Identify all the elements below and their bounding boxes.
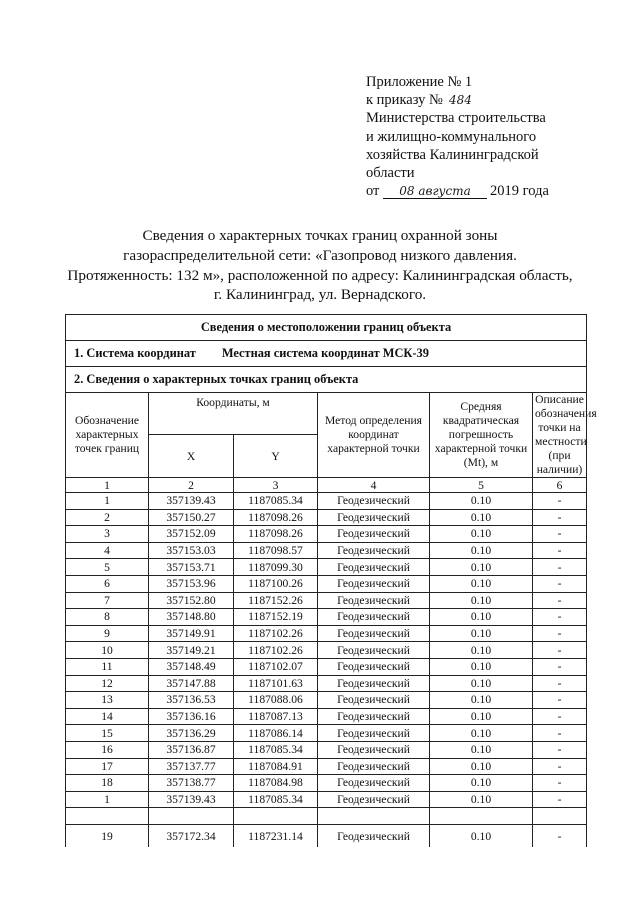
table-cell: 0.10 [430, 526, 533, 543]
table-row [66, 493, 587, 510]
coordinate-system [66, 341, 587, 367]
table-cell: 0.10 [430, 658, 533, 675]
title-line: газораспределительной сети: «Газопровод низкого давления. [123, 246, 517, 264]
table-cell: 357152.80 [149, 592, 234, 609]
table-cell: 0.10 [430, 592, 533, 609]
table-cell [318, 808, 430, 825]
table-cell: 357136.87 [149, 741, 234, 758]
table-cell: - [533, 758, 587, 775]
table-cell: 3 [234, 478, 318, 493]
table-cell: 0.10 [430, 609, 533, 626]
header-y: Y [234, 435, 318, 478]
table-cell: Геодезический [318, 509, 430, 526]
table-row [66, 758, 587, 775]
table-cell: 15 [66, 725, 149, 742]
table-cell: 13 [66, 692, 149, 709]
table-cell: 0.10 [430, 692, 533, 709]
document-title [40, 226, 600, 305]
table-cell: 14 [66, 708, 149, 725]
table-cell: 357147.88 [149, 675, 234, 692]
table-cell: Геодезический [318, 658, 430, 675]
table-cell: 357153.03 [149, 542, 234, 559]
table-cell: 357148.80 [149, 609, 234, 626]
table-row [66, 575, 587, 592]
table-cell: 357136.53 [149, 692, 234, 709]
table-cell: 0.10 [430, 725, 533, 742]
table-cell: 1187086.14 [234, 725, 318, 742]
table-cell: Геодезический [318, 791, 430, 808]
table-cell: 1187102.26 [234, 642, 318, 659]
table-cell: 1187152.26 [234, 592, 318, 609]
table-cell: 357136.29 [149, 725, 234, 742]
table-cell: - [533, 658, 587, 675]
table-cell: - [533, 592, 587, 609]
table-cell: 0.10 [430, 791, 533, 808]
boundary-points-table [65, 314, 597, 847]
table-cell: 19 [66, 825, 149, 848]
header-method: Метод определения координат характерной точки [318, 393, 430, 478]
table-cell: Геодезический [318, 542, 430, 559]
table-cell [533, 808, 587, 825]
table-cell: 0.10 [430, 542, 533, 559]
table-cell: - [533, 825, 587, 848]
date-suffix: 2019 года [490, 183, 549, 200]
table-cell: 0.10 [430, 493, 533, 510]
table-cell: - [533, 692, 587, 709]
table-row [66, 526, 587, 543]
table-cell [66, 808, 149, 825]
table-row [66, 642, 587, 659]
table-cell: 357149.91 [149, 625, 234, 642]
table-row [66, 725, 587, 742]
table-row [66, 542, 587, 559]
table-cell: 5 [66, 559, 149, 576]
table-cell: 4 [318, 478, 430, 493]
table-cell [430, 808, 533, 825]
table-cell: 357152.09 [149, 526, 234, 543]
table-cell: Геодезический [318, 575, 430, 592]
table-row [66, 791, 587, 808]
title-line: Сведения о характерных точках границ охранной зоны [142, 227, 498, 244]
table-cell: 1187102.26 [234, 625, 318, 642]
ministry-line: Министерства строительства [366, 110, 546, 127]
table-cell: Геодезический [318, 526, 430, 543]
table-cell: - [533, 725, 587, 742]
handwritten-order-number: 484 [449, 93, 472, 108]
table-cell [149, 808, 234, 825]
table-cell: 1187231.14 [234, 825, 318, 848]
table-cell: 357139.43 [149, 791, 234, 808]
ministry-line: и жилищно-коммунального [366, 128, 537, 145]
table-cell: 1187087.13 [234, 708, 318, 725]
table-row [66, 708, 587, 725]
table-cell: 0.10 [430, 825, 533, 848]
table-cell: 6 [66, 575, 149, 592]
table-cell: Геодезический [318, 725, 430, 742]
table-cell: 1187101.63 [234, 675, 318, 692]
header-designation: Обозначение характерных точек границ [66, 393, 149, 478]
table-cell: Геодезический [318, 825, 430, 848]
table-cell: 1187088.06 [234, 692, 318, 709]
table-cell: 0.10 [430, 509, 533, 526]
table-cell [234, 808, 318, 825]
table-cell: 0.10 [430, 741, 533, 758]
title-line: Протяженность: 132 м», расположенной по адресу: Калининградская область, [67, 266, 573, 284]
table-cell: 0.10 [430, 675, 533, 692]
table-cell: 4 [66, 542, 149, 559]
table-cell: - [533, 741, 587, 758]
table-cell: 357172.34 [149, 825, 234, 848]
table-section-row [66, 315, 587, 341]
table-cell: 10 [66, 642, 149, 659]
title-line: г. Калининград, ул. Вернадского. [213, 286, 427, 304]
table-cell: 0.10 [430, 625, 533, 642]
table-cell: 1187084.91 [234, 758, 318, 775]
table-cell: 357149.21 [149, 642, 234, 659]
table-cell: 11 [66, 658, 149, 675]
table-cell: - [533, 559, 587, 576]
table-row [66, 559, 587, 576]
table-cell: 0.10 [430, 575, 533, 592]
table-cell: 7 [66, 592, 149, 609]
coordinate-system-label: 1. Система координат [74, 346, 196, 360]
header-x: X [149, 435, 234, 478]
table-cell: 1187100.26 [234, 575, 318, 592]
table-cell: 357138.77 [149, 775, 234, 792]
table-cell: 5 [430, 478, 533, 493]
table-cell: 6 [533, 478, 587, 493]
table-cell: - [533, 493, 587, 510]
table-cell: Геодезический [318, 708, 430, 725]
table-cell: 1 [66, 478, 149, 493]
table-cell: 0.10 [430, 758, 533, 775]
header-coordinates: Координаты, м [149, 393, 318, 435]
table-row [66, 658, 587, 675]
points-section-title: 2. Сведения о характерных точках границ объекта [66, 367, 587, 393]
table-cell: - [533, 708, 587, 725]
table-cell: Геодезический [318, 493, 430, 510]
points-section-row [66, 367, 587, 393]
table-row [66, 775, 587, 792]
table-cell: 0.10 [430, 775, 533, 792]
section-title: Сведения о местоположении границ объекта [66, 315, 587, 341]
table-cell: 9 [66, 625, 149, 642]
table-row [66, 741, 587, 758]
table-cell: - [533, 526, 587, 543]
table-row [66, 692, 587, 709]
table-cell: 1187152.19 [234, 609, 318, 626]
header-error: Средняя квадратическая погрешность характерной точки (Mt), м [430, 393, 533, 478]
table-cell: 17 [66, 758, 149, 775]
table-cell: 12 [66, 675, 149, 692]
table-cell: 1187098.26 [234, 526, 318, 543]
table-cell: 3 [66, 526, 149, 543]
header-description: Описание обозначения точки на местности (при наличии) [533, 393, 587, 478]
table-cell: Геодезический [318, 692, 430, 709]
table-cell: 18 [66, 775, 149, 792]
table-cell: - [533, 791, 587, 808]
table-row [66, 509, 587, 526]
table-row [66, 825, 587, 848]
table-cell: Геодезический [318, 675, 430, 692]
table-cell: 1187085.34 [234, 791, 318, 808]
order-line [366, 91, 606, 109]
table-cell: 16 [66, 741, 149, 758]
table-cell: 1 [66, 493, 149, 510]
table-row [66, 625, 587, 642]
table-cell: - [533, 625, 587, 642]
table-cell: 357137.77 [149, 758, 234, 775]
table-cell: 1187098.26 [234, 509, 318, 526]
table-cell: - [533, 542, 587, 559]
coordinate-system-value: Местная система координат МСК-39 [221, 346, 429, 360]
table-cell: - [533, 575, 587, 592]
table-cell: 357148.49 [149, 658, 234, 675]
table-cell: Геодезический [318, 609, 430, 626]
table-cell: 1187098.57 [234, 542, 318, 559]
appendix-line: Приложение № 1 [366, 74, 473, 90]
table-cell: Геодезический [318, 642, 430, 659]
date-prefix: от [366, 183, 380, 200]
handwritten-date: 08 августа [383, 184, 487, 199]
table-cell: Геодезический [318, 559, 430, 576]
table-cell: 0.10 [430, 559, 533, 576]
table-cell: Геодезический [318, 775, 430, 792]
table-row [66, 675, 587, 692]
table-cell: Геодезический [318, 758, 430, 775]
table-cell: Геодезический [318, 625, 430, 642]
table-cell: 1187085.34 [234, 493, 318, 510]
table-cell: 357139.43 [149, 493, 234, 510]
table-cell: 1187099.30 [234, 559, 318, 576]
table-cell: 0.10 [430, 642, 533, 659]
order-prefix: к приказу № [366, 92, 443, 109]
appendix-block [366, 73, 606, 200]
table-cell: - [533, 609, 587, 626]
table-cell: 2 [149, 478, 234, 493]
table-cell: 2 [66, 509, 149, 526]
table-cell: 0.10 [430, 708, 533, 725]
empty-row [66, 808, 587, 825]
table-cell: - [533, 509, 587, 526]
table-cell: 357153.96 [149, 575, 234, 592]
table-cell: - [533, 675, 587, 692]
date-line [366, 182, 606, 200]
table-row [66, 592, 587, 609]
ministry-line: хозяйства Калининградской [366, 146, 539, 163]
table-cell: 357136.16 [149, 708, 234, 725]
table-cell: 1187102.07 [234, 658, 318, 675]
table-cell: 1187084.98 [234, 775, 318, 792]
table-cell: - [533, 642, 587, 659]
table-cell: 1187085.34 [234, 741, 318, 758]
table-cell: Геодезический [318, 741, 430, 758]
table-cell: 357150.27 [149, 509, 234, 526]
column-number-row [66, 478, 587, 493]
table-cell: Геодезический [318, 592, 430, 609]
table-cell: 357153.71 [149, 559, 234, 576]
table-cell: 8 [66, 609, 149, 626]
table-cell: - [533, 775, 587, 792]
coordinate-system-row [66, 341, 587, 367]
table-cell: 1 [66, 791, 149, 808]
table-row [66, 609, 587, 626]
header-row [66, 393, 587, 435]
ministry-line: области [366, 165, 415, 182]
